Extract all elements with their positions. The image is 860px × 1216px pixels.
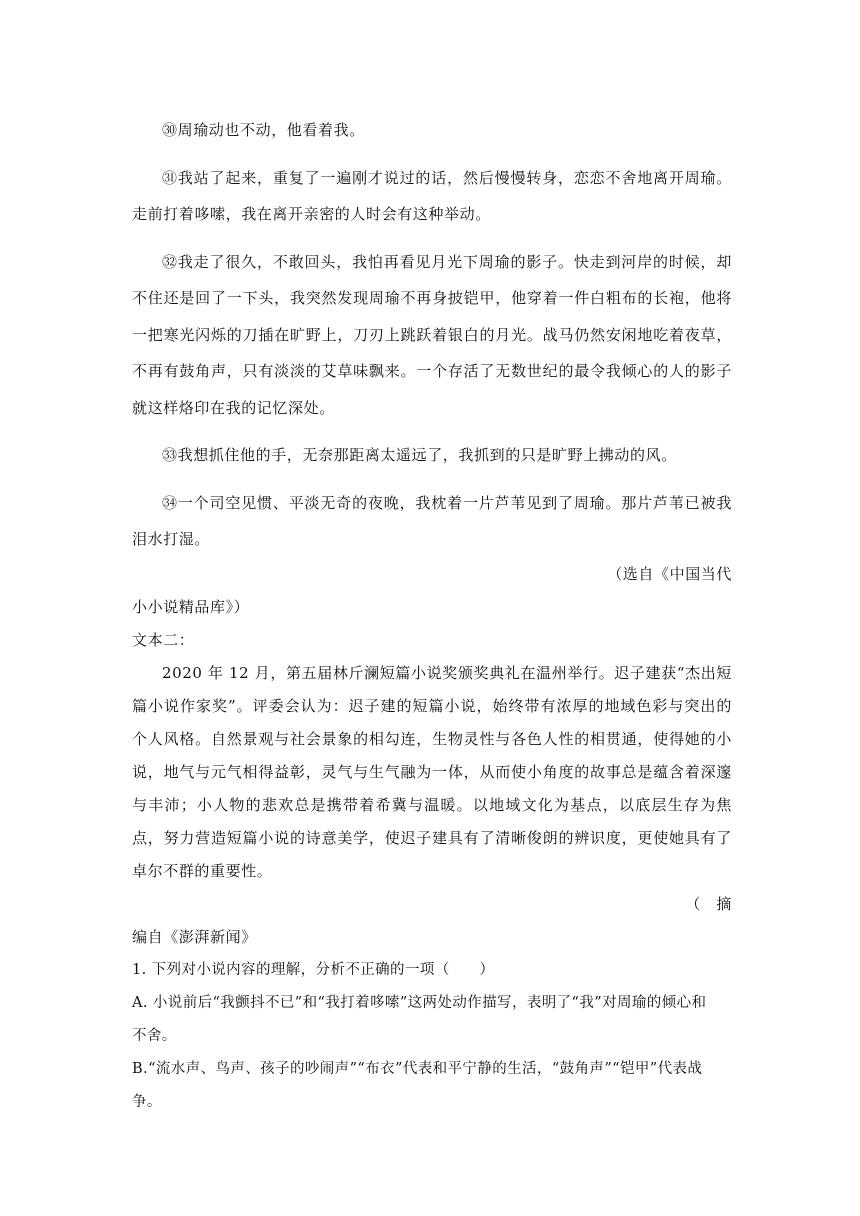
option-a: A. 小说前后“我颤抖不已”和“我打着哆嗦”这两处动作描写，表明了“我”对周瑜的倾心和不舍。 bbox=[132, 994, 707, 1044]
text2-source-line2: 编自《澎湃新闻》 bbox=[132, 927, 257, 946]
paragraph-30: ㉚周瑜动也不动，他看着我。 bbox=[162, 121, 365, 139]
text1-source-line2: 小小说精品库》） bbox=[132, 597, 250, 616]
paragraph-32: ㉜我走了很久，不敢回头，我怕再看见月光下周瑜的影子。快走到河岸的时候，却不住还是回了一下头，我突然发现周瑜不再身披铠甲，他穿着一件白粗布的长袍，他将一把寒光闪烁的刀插在旷野上，刀刃上跳跃着银白的月光。战马仍然安闲地吃着夜草，不再有鼓角声，只有淡淡的艾草味飘来。一个存活了无数世纪的最令我倾心的人的影子就这样烙印在我的记忆深处。 bbox=[132, 252, 732, 417]
question-stem: 1. 下列对小说内容的理解，分析不正确的一项（ ） bbox=[132, 961, 495, 978]
paragraph-33: ㉝我想抓住他的手，无奈那距离太遥远了，我抓到的只是旷野上拂动的风。 bbox=[162, 446, 677, 464]
paragraph-31: ㉛我站了起来，重复了一遍刚才说过的话，然后慢慢转身，恋恋不舍地离开周瑜。走前打着哆嗦，我在离开亲密的人时会有这种举动。 bbox=[132, 168, 732, 223]
document-content bbox=[132, 112, 732, 1119]
text2-body: 2020 年 12 月，第五届林斤澜短篇小说奖颁奖典礼在温州举行。迟子建获“杰出短篇小说作家奖”。评委会认为：迟子建的短篇小说，始终带有浓厚的地域色彩与突出的个人风格。自然景观与社会景象的相勾连，生物灵性与各色人性的相贯通，使得她的小说，地气与元气相得益彰，灵气与生气融为一体，从而使小角度的故事总是蕴含着深邃与丰沛；小人物的悲欢总是携带着希冀与温暖。以地域文化为基点，以底层生存为焦点，努力营造短篇小说的诗意美学，使迟子建具有了清晰俊朗的辨识度，更使她具有了卓尔不群的重要性。 bbox=[132, 663, 732, 880]
text2-source-line1: （ 摘 bbox=[685, 894, 732, 913]
text1-source-line1: （选自《中国当代 bbox=[607, 564, 732, 583]
option-b: B.“流水声、鸟声、孩子的吵闹声”“布衣”代表和平宁静的生活，“鼓角声”“铠甲”代表战争。 bbox=[132, 1060, 703, 1110]
text2-label: 文本二： bbox=[132, 630, 195, 649]
paragraph-34: ㉞一个司空见惯、平淡无奇的夜晚，我枕着一片芦苇见到了周瑜。那片芦苇已被我泪水打湿。 bbox=[132, 493, 732, 548]
